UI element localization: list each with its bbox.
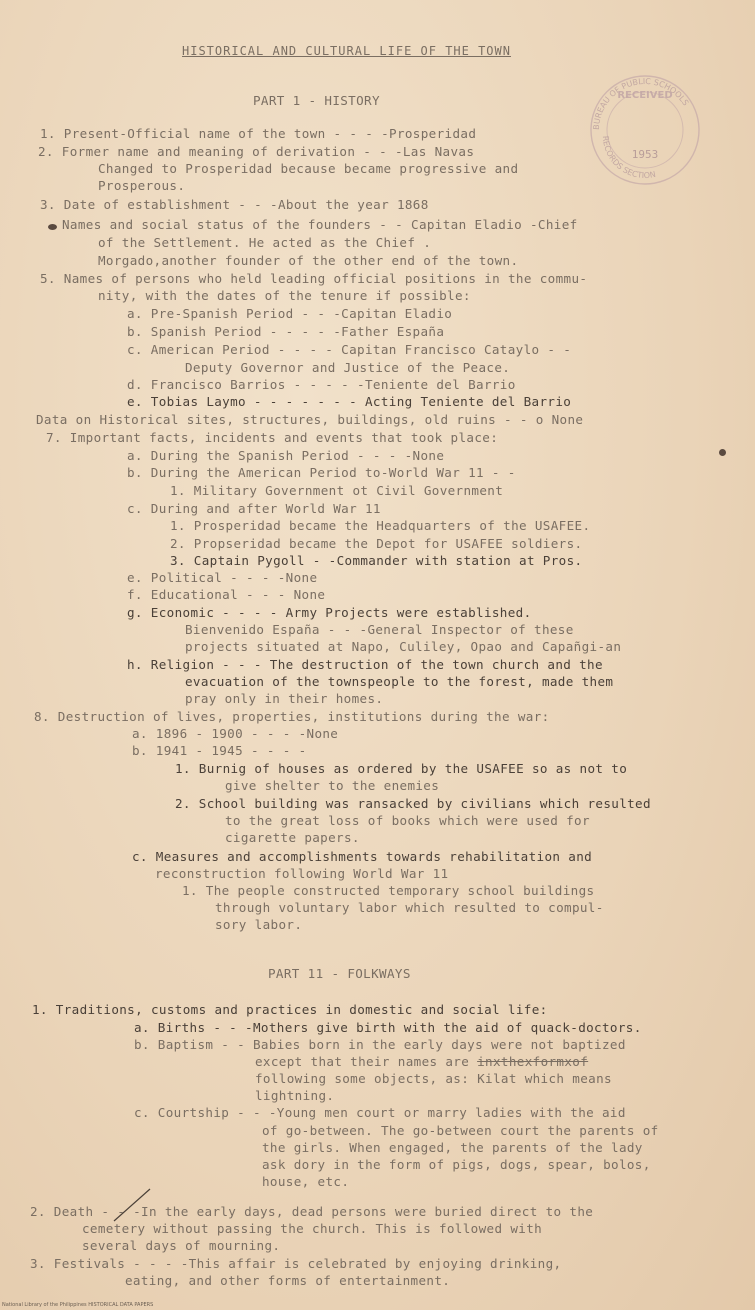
folkways-1b-text: except that their names are bbox=[255, 1054, 478, 1069]
item-8b-1: 1. Burnig of houses as ordered by the USAFEE so as not to bbox=[175, 761, 628, 776]
item-8c-1-continued: through voluntary labor which resulted to compul- bbox=[215, 900, 604, 915]
stamp-ring-bottom: RECORDS SECTION bbox=[600, 135, 657, 181]
folkways-3-festivals: 3. Festivals - - - -This affair is celebrated by enjoying drinking, bbox=[30, 1256, 562, 1271]
item-8b-2: 2. School building was ransacked by civilians which resulted bbox=[175, 796, 651, 811]
item-8b-1-continued: give shelter to the enemies bbox=[225, 778, 440, 793]
item-8a: a. 1896 - 1900 - - - -None bbox=[132, 726, 339, 741]
item-8c: c. Measures and accomplishments towards rehabilitation and bbox=[132, 849, 593, 864]
folkways-1c-continued: of go-between. The go-between court the parents of bbox=[262, 1123, 659, 1138]
struck-out-text: inxthexformxof bbox=[477, 1054, 589, 1069]
item-7g-3: projects situated at Napo, Culiley, Opao and Capañgi-an bbox=[185, 639, 622, 654]
folkways-1c-continued-4: house, etc. bbox=[262, 1174, 350, 1189]
item-2-continued-2: Prosperous. bbox=[98, 178, 186, 193]
item-8b-2-continued: to the great loss of books which were used for bbox=[225, 813, 590, 828]
item-7a: a. During the Spanish Period - - - -None bbox=[127, 448, 445, 463]
stamp-ring-top: BUREAU OF PUBLIC SCHOOLS bbox=[591, 76, 691, 131]
item-7c-1: 1. Prosperidad became the Headquarters of the USAFEE. bbox=[170, 518, 591, 533]
folkways-1c-continued-3: ask dory in the form of pigs, dogs, spear, bolos, bbox=[262, 1157, 651, 1172]
item-7e: e. Political - - - -None bbox=[127, 570, 318, 585]
document-title: HISTORICAL AND CULTURAL LIFE OF THE TOWN bbox=[182, 44, 511, 58]
item-8b: b. 1941 - 1945 - - - - bbox=[132, 743, 307, 758]
item-8c-1: 1. The people constructed temporary school buildings bbox=[182, 883, 595, 898]
folkways-2-continued-2: several days of mourning. bbox=[82, 1238, 281, 1253]
stamp-year: 1953 bbox=[631, 148, 659, 161]
item-7c-2: 2. Propseridad became the Depot for USAFEE soldiers. bbox=[170, 536, 583, 551]
item-7b: b. During the American Period to-World War 11 - - bbox=[127, 465, 516, 480]
folkways-1-traditions: 1. Traditions, customs and practices in domestic and social life: bbox=[32, 1002, 548, 1017]
part2-heading: PART 11 - FOLKWAYS bbox=[268, 966, 411, 981]
ink-blot bbox=[48, 224, 57, 230]
item-2-former-name: 2. Former name and meaning of derivation - - -Las Navas bbox=[38, 144, 475, 159]
item-8c-1-continued-2: sory labor. bbox=[215, 917, 303, 932]
folkways-2-continued: cemetery without passing the church. This is followed with bbox=[82, 1221, 543, 1236]
item-3-date-established: 3. Date of establishment - - -About the year 1868 bbox=[40, 197, 429, 212]
folkways-1b-continued-2: following some objects, as: Kilat which means bbox=[255, 1071, 612, 1086]
item-5c: c. American Period - - - - Capitan Francisco Cataylo - - bbox=[127, 342, 572, 357]
item-5-officials: 5. Names of persons who held leading official positions in the commu- bbox=[40, 271, 588, 286]
item-6-historical-sites: Data on Historical sites, structures, buildings, old ruins - - o None bbox=[36, 412, 584, 427]
folkways-3-continued: eating, and other forms of entertainment. bbox=[125, 1273, 451, 1288]
item-7-important-facts: 7. Important facts, incidents and events that took place: bbox=[46, 430, 499, 445]
item-5c-continued: Deputy Governor and Justice of the Peace. bbox=[185, 360, 511, 375]
item-8c-continued: reconstruction following World War 11 bbox=[155, 866, 449, 881]
item-5-continued: nity, with the dates of the tenure if possible: bbox=[98, 288, 471, 303]
archive-footer: National Library of the Philippines HISTORICAL DATA PAPERS bbox=[2, 1302, 154, 1308]
folkways-1c-courtship: c. Courtship - - -Young men court or marry ladies with the aid bbox=[134, 1105, 626, 1120]
item-4-founders: Names and social status of the founders - - Capitan Eladio -Chief bbox=[62, 217, 578, 232]
item-5b: b. Spanish Period - - - - -Father España bbox=[127, 324, 445, 339]
folkways-1a-births: a. Births - - -Mothers give birth with the aid of quack-doctors. bbox=[134, 1020, 642, 1035]
item-7h-3: pray only in their homes. bbox=[185, 691, 384, 706]
item-7f: f. Educational - - - None bbox=[127, 587, 326, 602]
item-5d: d. Francisco Barrios - - - - -Teniente del Barrio bbox=[127, 377, 516, 392]
folkways-1b-continued-3: lightning. bbox=[255, 1088, 335, 1103]
item-7g: g. Economic - - - - Army Projects were established. bbox=[127, 605, 532, 620]
item-7c: c. During and after World War 11 bbox=[127, 501, 381, 516]
item-5e: e. Tobias Laymo - - - - - - - Acting Teniente del Barrio bbox=[127, 394, 572, 409]
folkways-1b-baptism: b. Baptism - - Babies born in the early days were not baptized bbox=[134, 1037, 626, 1052]
item-7g-2: Bienvenido España - - -General Inspector of these bbox=[185, 622, 574, 637]
item-1-official-name: 1. Present-Official name of the town - - - -Prosperidad bbox=[40, 126, 477, 141]
received-stamp bbox=[585, 70, 705, 190]
item-7c-3: 3. Captain Pygoll - -Commander with station at Pros. bbox=[170, 553, 583, 568]
item-5a: a. Pre-Spanish Period - - -Capitan Eladio bbox=[127, 306, 453, 321]
folkways-1b-continued bbox=[255, 1055, 588, 1069]
stamp-received-label: RECEIVED bbox=[617, 90, 673, 101]
item-7h: h. Religion - - - The destruction of the town church and the bbox=[127, 657, 603, 672]
folkways-1c-continued-2: the girls. When engaged, the parents of the lady bbox=[262, 1140, 643, 1155]
item-4-continued-2: Morgado,another founder of the other end of the town. bbox=[98, 253, 519, 268]
item-7b-1: 1. Military Government ot Civil Government bbox=[170, 483, 504, 498]
item-8b-2-continued-2: cigarette papers. bbox=[225, 830, 360, 845]
ink-blot-2 bbox=[719, 449, 726, 456]
item-4-continued: of the Settlement. He acted as the Chief . bbox=[98, 235, 432, 250]
item-8-destruction: 8. Destruction of lives, properties, institutions during the war: bbox=[34, 709, 550, 724]
item-2-continued: Changed to Prosperidad because became progressive and bbox=[98, 161, 519, 176]
folkways-2-death: 2. Death - - -In the early days, dead persons were buried direct to the bbox=[30, 1204, 594, 1219]
item-7h-2: evacuation of the townspeople to the forest, made them bbox=[185, 674, 614, 689]
part1-heading: PART 1 - HISTORY bbox=[253, 93, 380, 108]
